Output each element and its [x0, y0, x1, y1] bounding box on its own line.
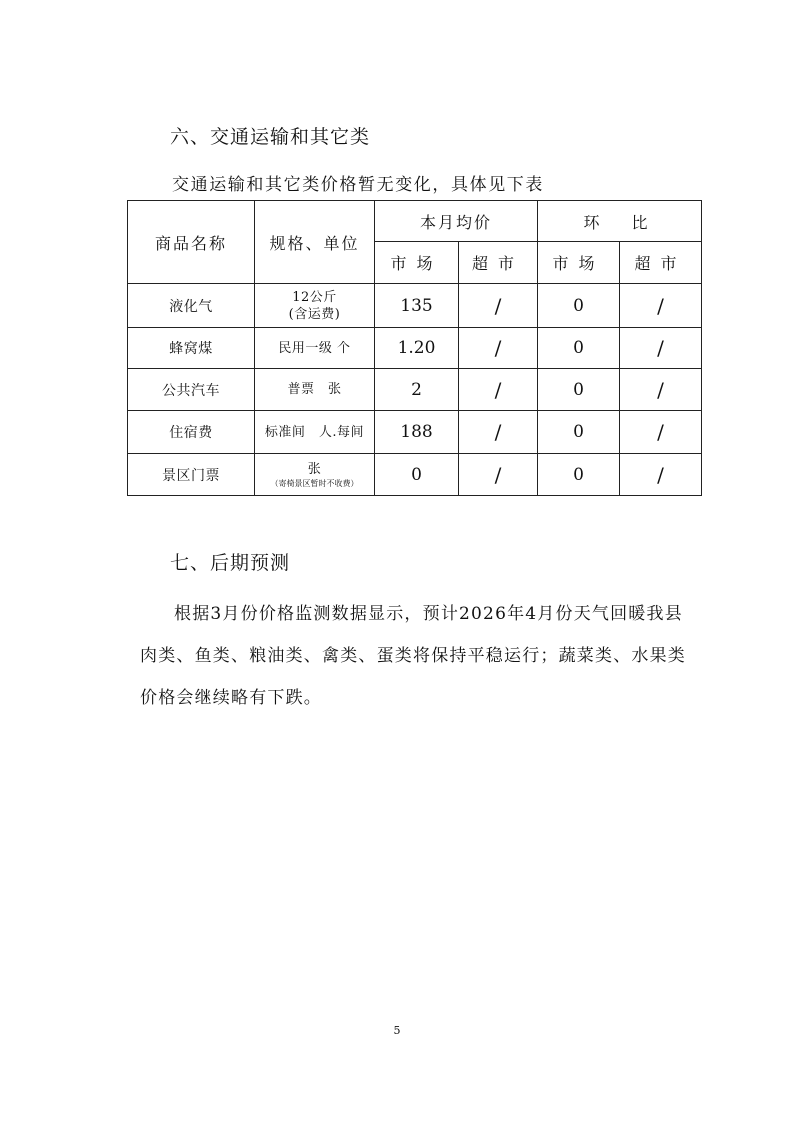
subheader-market: 市场	[375, 242, 459, 284]
row-spec: 普票 张	[255, 369, 375, 411]
section-7-heading: 七、后期预测	[170, 552, 291, 574]
header-spec-unit: 规格、单位	[255, 201, 375, 284]
row-supermarket-price: /	[459, 454, 538, 496]
row-mom-supermarket: /	[620, 369, 702, 411]
row-market-price: 1.20	[375, 328, 459, 369]
row-market-price: 2	[375, 369, 459, 411]
header-product-name: 商品名称	[128, 201, 255, 284]
row-name: 公共汽车	[128, 369, 255, 411]
price-table	[127, 200, 702, 496]
section-7-paragraph: 根据3月份价格监测数据显示，预计2026年4月份天气回暖我县肉类、鱼类、粮油类、禽类、蛋类将保持平稳运行；蔬菜类、水果类价格会继续略有下跌。	[140, 604, 686, 708]
table-row	[128, 328, 702, 369]
row-mom-supermarket: /	[620, 411, 702, 454]
table-row	[128, 411, 702, 454]
row-mom-market: 0	[538, 369, 620, 411]
subheader-mom-market: 市场	[538, 242, 620, 284]
row-name: 住宿费	[128, 411, 255, 454]
subheader-supermarket: 超市	[459, 242, 538, 284]
row-market-price: 188	[375, 411, 459, 454]
table-row	[128, 454, 702, 496]
row-spec-text: 12公斤	[292, 289, 337, 305]
row-name: 蜂窝煤	[128, 328, 255, 369]
row-spec	[255, 284, 375, 328]
subheader-mom-supermarket: 超市	[620, 242, 702, 284]
row-mom-market: 0	[538, 284, 620, 328]
section-6-heading: 六、交通运输和其它类	[170, 126, 371, 148]
row-mom-market: 0	[538, 454, 620, 496]
row-name: 景区门票	[128, 454, 255, 496]
section-6-intro: 交通运输和其它类价格暂无变化，具体见下表	[172, 175, 544, 195]
row-mom-supermarket: /	[620, 454, 702, 496]
row-mom-market: 0	[538, 328, 620, 369]
row-name: 液化气	[128, 284, 255, 328]
row-spec: 民用一级 个	[255, 328, 375, 369]
row-spec: 标准间 人.每间	[255, 411, 375, 454]
row-supermarket-price: /	[459, 369, 538, 411]
row-market-price: 0	[375, 454, 459, 496]
header-monthly-avg: 本月均价	[375, 201, 538, 242]
table-row	[128, 369, 702, 411]
row-supermarket-price: /	[459, 284, 538, 328]
row-spec-note: (含运费)	[288, 306, 341, 322]
row-spec-note: （寄椅景区暂时不收费）	[270, 478, 359, 488]
table-row	[128, 284, 702, 328]
row-market-price: 135	[375, 284, 459, 328]
row-spec-text: 张	[307, 461, 322, 477]
row-mom-supermarket: /	[620, 328, 702, 369]
header-mom: 环 比	[538, 201, 702, 242]
row-supermarket-price: /	[459, 328, 538, 369]
row-spec	[255, 454, 375, 496]
table-header-row	[128, 201, 702, 242]
row-mom-supermarket: /	[620, 284, 702, 328]
page-number: 5	[393, 1024, 401, 1037]
row-mom-market: 0	[538, 411, 620, 454]
row-supermarket-price: /	[459, 411, 538, 454]
